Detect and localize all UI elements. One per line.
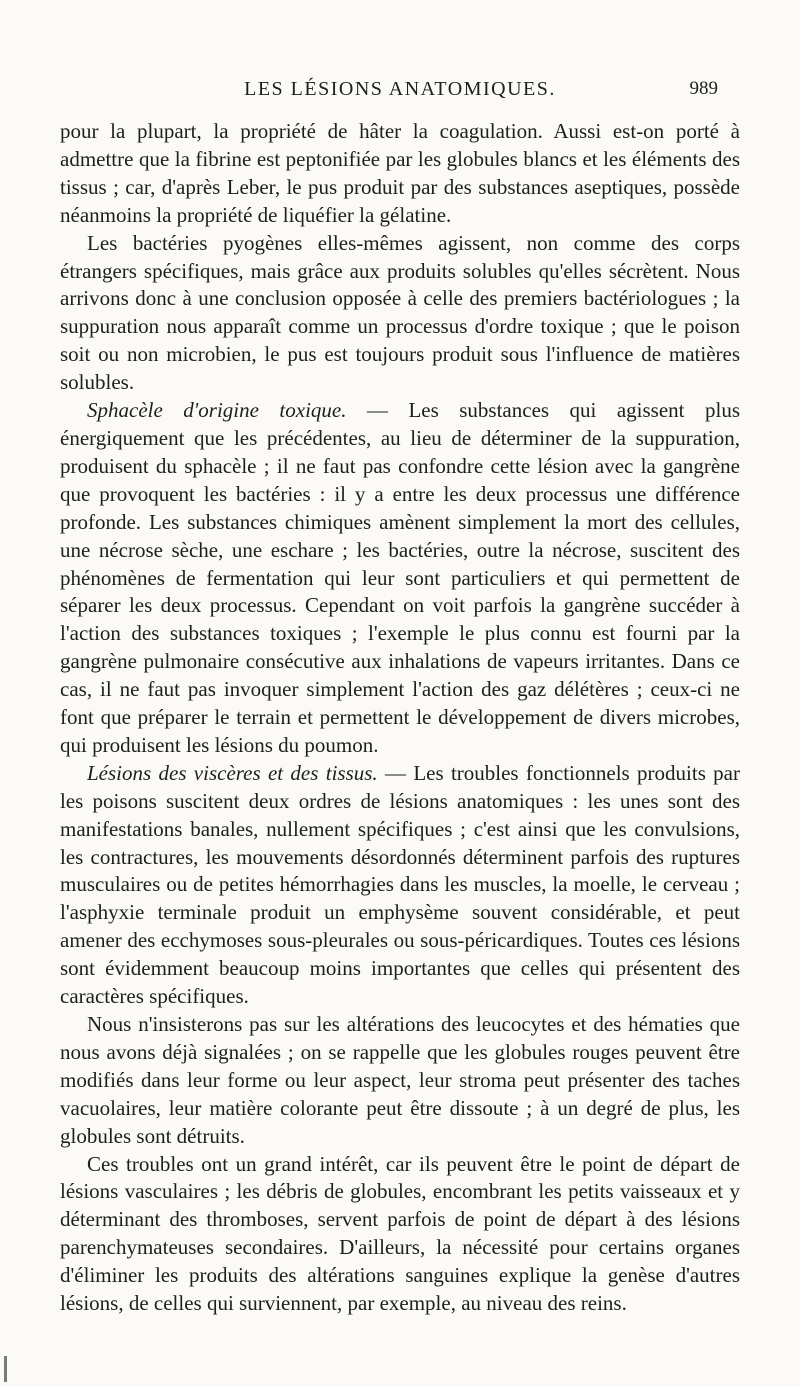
paragraph-3-text: — Les substances qui agissent plus énergiquement que les précédentes, au lieu de déterminer de la suppuration, produisent du sphacèle ; il ne faut pas confondre cette lésion avec la gangrène que provoquent les bactéries : il y a entre les deux processus une différence profonde. Les substances chimiques amènent simplement la mort des cellules, une nécrose sèche, une eschare ; les bactéries, outre la nécrose, suscitent des phénomènes de fermentation qui leur sont particuliers et qui permettent de séparer les deux processus. Cependant on voit parfois la gangrène succéder à l'action des substances toxiques ; l'exemple le plus connu est fourni par la gangrène pulmonaire consécutive aux inhalations de vapeurs irritantes. Dans ce cas, il ne faut pas invoquer simplement l'action des gaz délétères ; ceux-ci ne font que préparer le terrain et permettent le développement de divers microbes, qui produisent les lésions du poumon. (60, 398, 740, 757)
paragraph-1-text: pour la plupart, la propriété de hâter la coagulation. Aussi est-on porté à admettre que la fibrine est peptonifiée par les globules blancs et les éléments des tissus ; car, d'après Leber, le pus produit par des substances aseptiques, possède néanmoins la propriété de liquéfier la gélatine. (60, 119, 740, 227)
page-number: 989 (689, 78, 718, 99)
running-head: LES LÉSIONS ANATOMIQUES. (244, 78, 556, 100)
paragraph-6 (60, 1151, 740, 1318)
page-header (0, 78, 800, 108)
paragraph-3 (60, 397, 740, 760)
paragraph-4 (60, 760, 740, 1011)
section-heading-sphacele: Sphacèle d'origine toxique. (87, 398, 347, 423)
paragraph-6-text: Ces troubles ont un grand intérêt, car ils peuvent être le point de départ de lésions vasculaires ; les débris de globules, encombrant les petits vaisseaux et y déterminant des thromboses, servent parfois de point de départ à des lésions parenchymateuses secondaires. D'ailleurs, la nécessité pour certains organes d'éliminer les produits des altérations sanguines explique la genèse d'autres lésions, de celles qui surviennent, par exemple, au niveau des reins. (60, 1151, 740, 1316)
paragraph-5-text: Nous n'insisterons pas sur les altérations des leucocytes et des hématies que nous avons déjà signalées ; on se rappelle que les globules rouges peuvent être modifiés dans leur forme ou leur aspect, leur stroma peut présenter des taches vacuolaires, leur matière colorante peut être dissoute ; à un degré de plus, les globules sont détruits. (60, 1012, 740, 1148)
paragraph-1 (60, 118, 740, 230)
paragraph-4-text: — Les troubles fonctionnels produits par les poisons suscitent deux ordres de lésions anatomiques : les unes sont des manifestations banales, nullement spécifiques ; c'est ainsi que les convulsions, les contractures, les mouvements désordonnés déterminent parfois des ruptures musculaires ou de petites hémorrhagies dans les muscles, la moelle, le cerveau ; l'asphyxie terminale produit un emphysème souvent considérable, et peut amener des ecchymoses sous-pleurales ou sous-péricardiques. Toutes ces lésions sont évidemment beaucoup moins importantes que celles qui présentent des caractères spécifiques. (60, 760, 740, 1009)
section-heading-lesions: Lésions des viscères et des tissus. (87, 760, 378, 785)
paragraph-2 (60, 230, 740, 397)
body-text (60, 118, 740, 1318)
paragraph-5 (60, 1011, 740, 1151)
page-edge-mark (4, 1356, 7, 1382)
paragraph-2-text: Les bactéries pyogènes elles-mêmes agissent, non comme des corps étrangers spécifiques, mais grâce aux produits solubles qu'elles sécrètent. Nous arrivons donc à une conclusion opposée à celle des premiers bactériologues ; la suppuration nous apparaît comme un processus d'ordre toxique ; que le poison soit ou non microbien, le pus est toujours produit sous l'influence de matières solubles. (60, 230, 740, 395)
